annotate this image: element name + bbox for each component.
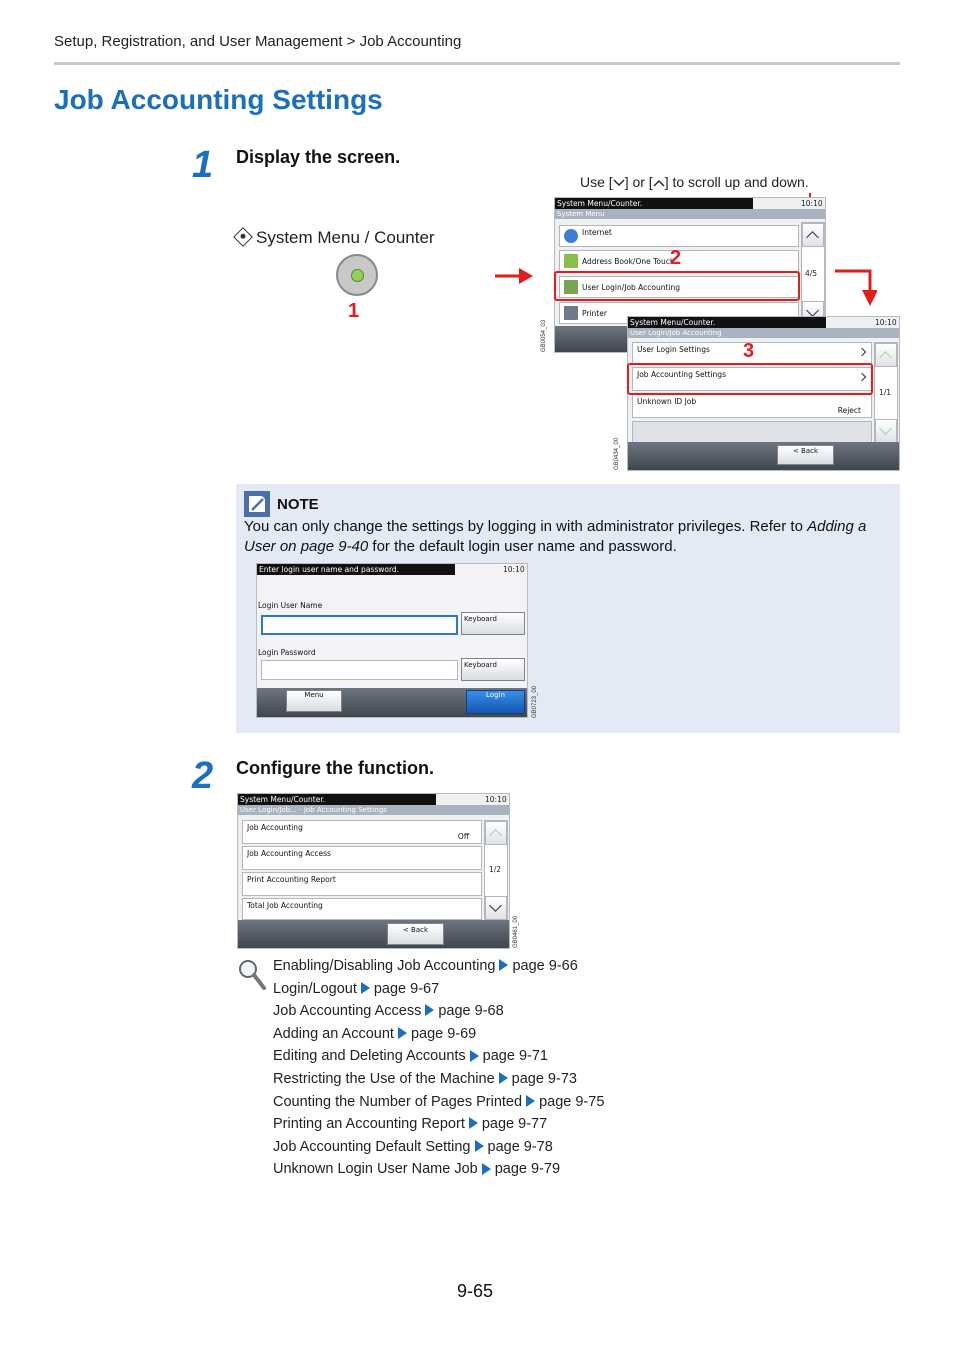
screen-time: 10:10 — [503, 565, 525, 574]
highlight-box-2 — [554, 271, 800, 301]
scroll-down-button[interactable] — [485, 896, 507, 920]
screen-subtitle: User Login/Job Accounting — [628, 328, 900, 338]
figure-code: GB0434_00 — [614, 437, 620, 470]
screen-subtitle: System Menu — [555, 209, 826, 219]
system-menu-label: System Menu / Counter — [236, 228, 435, 248]
chevron-up-icon — [653, 179, 665, 187]
globe-icon — [564, 229, 578, 243]
screen-title-bar: System Menu/Counter. — [628, 317, 826, 328]
menu-item-print-accounting-report[interactable]: Print Accounting Report — [242, 872, 482, 896]
page-title: Job Accounting Settings — [54, 84, 383, 115]
arrow-right-icon — [361, 982, 370, 994]
scroll-hint: Use [ ] or [ ] to scroll up and down. — [580, 174, 809, 190]
reference-item[interactable]: Restricting the Use of the Machine page 9-73 — [273, 1070, 577, 1087]
highlight-box-3 — [627, 363, 873, 395]
menu-item-printer[interactable]: Printer — [559, 302, 799, 324]
screen-title-bar: System Menu/Counter. — [238, 794, 436, 805]
chevron-up-icon — [806, 231, 819, 244]
keyboard-button-user[interactable]: Keyboard — [461, 612, 525, 635]
figure-code: GB0054_03 — [541, 319, 547, 352]
arrow-right-icon — [475, 1140, 484, 1152]
arrow-right-icon — [499, 1072, 508, 1084]
callout-1: 1 — [348, 300, 360, 322]
step-1-title: Display the screen. — [236, 147, 401, 167]
step-number-2: 2 — [192, 755, 214, 797]
page-indicator: 1/1 — [879, 388, 892, 397]
menu-item-address-book[interactable]: Address Book/One Touch — [559, 250, 799, 272]
chevron-right-icon — [858, 348, 866, 356]
reference-item[interactable]: Job Accounting Default Setting page 9-78 — [273, 1138, 553, 1155]
login-button[interactable]: Login — [466, 690, 525, 714]
system-menu-icon — [233, 227, 253, 247]
scroll-up-button[interactable] — [875, 343, 897, 367]
step-number-1: 1 — [192, 144, 214, 186]
keyboard-button-password[interactable]: Keyboard — [461, 658, 525, 681]
reference-item[interactable]: Editing and Deleting Accounts page 9-71 — [273, 1048, 548, 1065]
reference-item[interactable]: Adding an Account page 9-69 — [273, 1025, 477, 1042]
job-accounting-value: Off — [457, 832, 469, 841]
arrow-right-icon — [425, 1004, 434, 1016]
screen-time: 10:10 — [801, 199, 823, 208]
scroll-bar — [484, 820, 508, 921]
page-number: 9-65 — [457, 1281, 494, 1301]
screen-footer — [238, 920, 510, 948]
screen-subtitle: User Login/Job... - Job Accounting Settings — [238, 805, 510, 815]
indicator-lamp — [351, 269, 364, 282]
login-password-label: Login Password — [258, 648, 316, 657]
reference-item[interactable]: Unknown Login User Name Job page 9-79 — [273, 1161, 561, 1178]
menu-item-user-login-settings[interactable]: User Login Settings — [632, 342, 872, 364]
address-book-icon — [564, 254, 578, 268]
arrow-right-icon — [499, 959, 508, 971]
callout-2: 2 — [670, 247, 682, 269]
menu-item-total-job-accounting[interactable]: Total Job Accounting — [242, 898, 482, 920]
chevron-down-icon — [613, 179, 625, 187]
empty-row — [632, 421, 872, 443]
reference-item[interactable]: Job Accounting Access page 9-68 — [273, 1003, 504, 1020]
arrow-right-icon — [398, 1027, 407, 1039]
page-indicator: 4/5 — [805, 269, 818, 278]
login-user-name-label: Login User Name — [258, 601, 323, 610]
chevron-down-icon — [806, 304, 819, 317]
arrow-right-icon — [482, 1163, 491, 1175]
note-icon — [244, 491, 270, 517]
screen-footer — [257, 688, 528, 717]
screen-title-bar: Enter login user name and password. — [257, 564, 455, 575]
note-text: You can only change the settings by logging in with administrator privileges. Refer to Adding a User on page 9-40 for the default login user name and password. — [244, 518, 867, 555]
screen-time: 10:10 — [485, 795, 507, 804]
callout-3: 3 — [743, 340, 755, 362]
menu-item-job-accounting-settings[interactable]: Job Accounting Settings — [632, 367, 872, 391]
reference-list — [273, 955, 604, 1181]
scroll-up-button[interactable] — [485, 821, 507, 845]
scroll-bar — [801, 222, 825, 326]
printer-icon — [564, 306, 578, 320]
note-label: NOTE — [277, 496, 319, 513]
reference-item[interactable]: Counting the Number of Pages Printed page 9-75 — [273, 1093, 605, 1110]
page-indicator: 1/2 — [489, 865, 502, 874]
step-2-title: Configure the function. — [236, 758, 434, 778]
arrow-right-icon — [526, 1095, 535, 1107]
unknown-id-job-value: Reject — [837, 406, 861, 415]
header-divider — [54, 62, 900, 65]
menu-item-internet[interactable]: Internet — [559, 225, 799, 247]
figure-code: GB0461_00 — [513, 915, 519, 948]
screen-title-bar: System Menu/Counter. — [555, 198, 753, 209]
note-link[interactable]: Adding a User on page 9-40 — [244, 518, 867, 555]
system-menu-key[interactable] — [336, 254, 378, 296]
scroll-up-button[interactable] — [802, 223, 824, 247]
arrow-right-icon — [470, 1050, 479, 1062]
reference-item[interactable]: Printing an Accounting Report page 9-77 — [273, 1116, 548, 1133]
back-button[interactable]: < Back — [387, 923, 444, 945]
arrow-right-icon — [495, 266, 533, 286]
scroll-down-button[interactable] — [875, 419, 897, 443]
menu-item-unknown-id-job[interactable]: Unknown ID Job Reject — [632, 394, 872, 418]
job-accounting-settings-screen — [237, 793, 510, 949]
arrow-down-icon — [835, 268, 877, 308]
back-button[interactable]: < Back — [777, 445, 834, 465]
reference-item[interactable]: Enabling/Disabling Job Accounting page 9-66 — [273, 958, 578, 974]
magnifier-icon — [237, 958, 267, 992]
login-user-name-field[interactable] — [261, 615, 458, 635]
chevron-up-icon — [879, 351, 892, 364]
chevron-up-icon — [489, 829, 502, 842]
figure-code: GB0723_00 — [532, 685, 538, 718]
chevron-down-icon — [879, 422, 892, 435]
screen-footer — [628, 442, 900, 470]
arrow-right-icon — [469, 1117, 478, 1129]
menu-item-job-accounting[interactable]: Job Accounting Off — [242, 820, 482, 844]
menu-item-user-login[interactable]: User Login/Job Accounting — [559, 276, 799, 298]
menu-button[interactable]: Menu — [286, 690, 342, 712]
breadcrumb: Setup, Registration, and User Management > Job Accounting — [54, 33, 462, 50]
login-password-field[interactable] — [261, 660, 458, 680]
screen-time: 10:10 — [875, 318, 897, 327]
chevron-down-icon — [489, 899, 502, 912]
login-screen — [256, 563, 528, 718]
scroll-bar — [874, 342, 898, 444]
menu-item-job-accounting-access[interactable]: Job Accounting Access — [242, 846, 482, 870]
reference-item[interactable]: Login/Logout page 9-67 — [273, 980, 440, 997]
